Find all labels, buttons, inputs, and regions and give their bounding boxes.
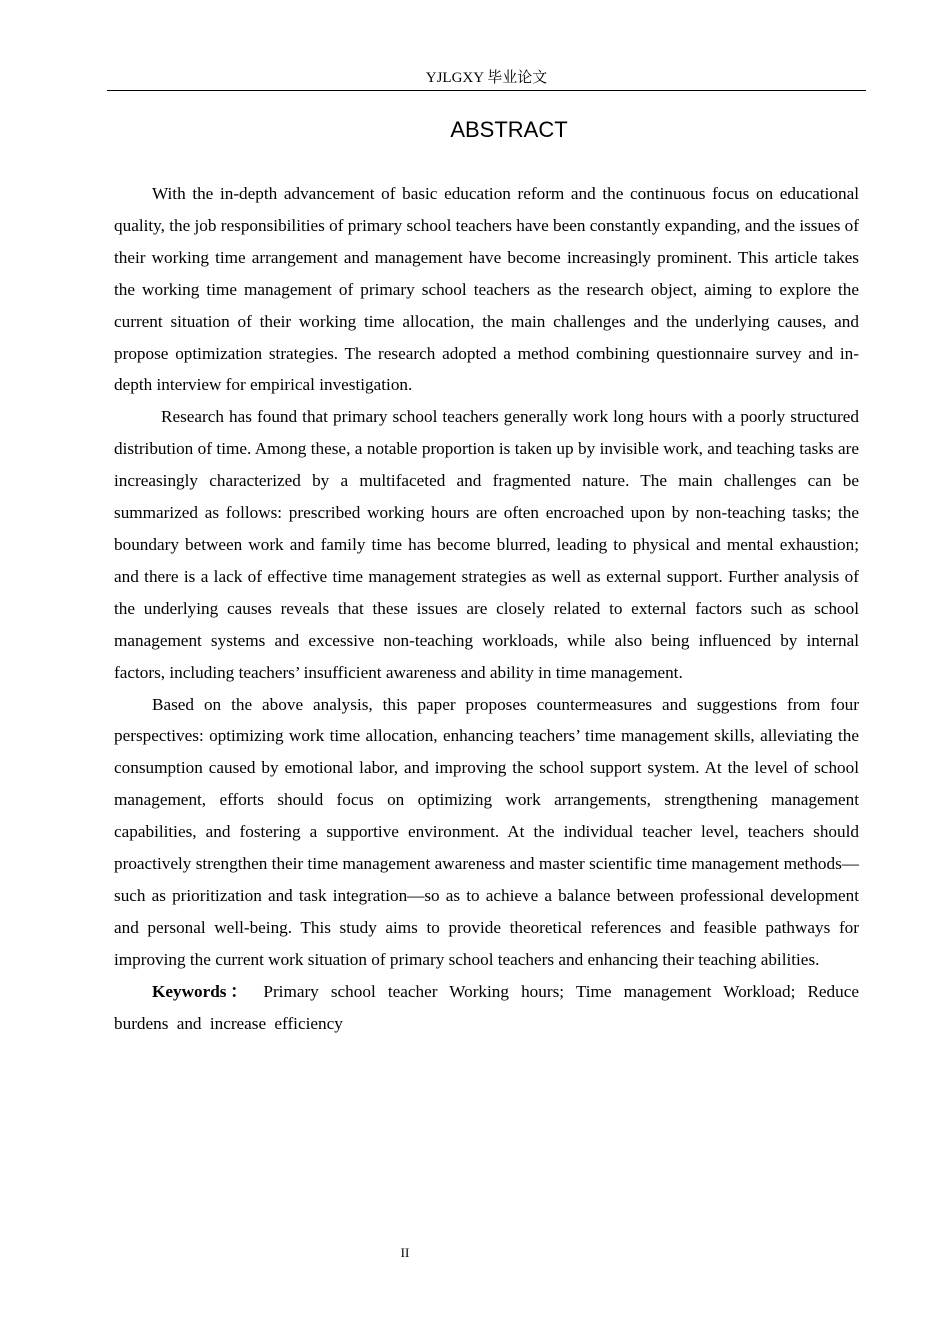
running-header: YJLGXY 毕业论文 (425, 70, 548, 86)
keywords-text: Primary school teacher Working hours; Time management Workload; Reduce burdens and increase efficiency (114, 981, 859, 1033)
abstract-paragraph-2: Research has found that primary school teachers generally work long hours with a poorly structured distribution of time. Among these, a notable proportion is taken up by invisible work, and teaching tasks are increasingly characterized by a multifaceted and fragmented nature. The main challenges can be summarized as follows: prescribed working hours are often encroached upon by non-teaching tasks; the boundary between work and family time has become blurred, leading to physical and mental exhaustion; and there is a lack of effective time management strategies as well as external support. Further analysis of the underlying causes reveals that these issues are closely related to external factors such as school management systems and excessive non-teaching workloads, while also being influenced by internal factors, including teachers’ insufficient awareness and ability in time management. (114, 407, 859, 682)
abstract-paragraph-1: With the in-depth advancement of basic education reform and the continuous focus on educational quality, the job responsibilities of primary school teachers have been constantly expanding, and the issues of their working time arrangement and management have become increasingly prominent. This article takes the working time management of primary school teachers as the research object, aiming to explore the current situation of their working time allocation, the main challenges and the underlying causes, and propose optimization strategies. The research adopted a method combining questionnaire survey and in-depth interview for empirical investigation. (114, 184, 859, 395)
page-number: II (400, 1245, 410, 1260)
keywords-line (114, 976, 859, 1040)
abstract-paragraph-3: Based on the above analysis, this paper proposes countermeasures and suggestions from four perspectives: optimizing work time allocation, enhancing teachers’ time management skills, alleviating the consumption caused by emotional labor, and improving the school support system. At the level of school management, efforts should focus on optimizing work arrangements, strengthening management capabilities, and fostering a supportive environment. At the individual teacher level, teachers should proactively strengthen their time management awareness and master scientific time management methods—such as prioritization and task integration—so as to achieve a balance between professional development and personal well-being. This study aims to provide theoretical references and feasible pathways for improving the current work situation of primary school teachers and enhancing their teaching abilities. (114, 694, 859, 969)
header-rule (107, 90, 866, 91)
abstract-title: ABSTRACT (450, 117, 568, 142)
keywords-label: Keywords： (152, 981, 252, 1001)
abstract-body (114, 178, 859, 1039)
